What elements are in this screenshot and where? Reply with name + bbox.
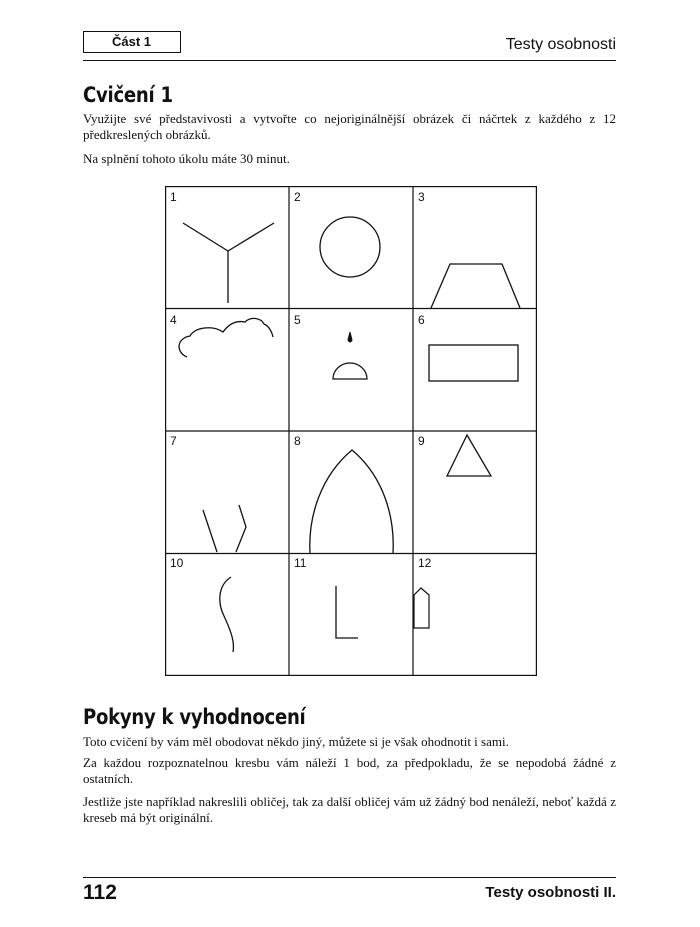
l-shape-figure (336, 586, 358, 638)
cell-number: 6 (418, 313, 425, 327)
cell-number: 9 (418, 434, 425, 448)
cell-number: 5 (294, 313, 301, 327)
exercise-title: Cvičení 1 (83, 83, 173, 107)
cloud-curve-figure (179, 318, 273, 357)
diagonal-strokes-figure (203, 505, 246, 552)
header-divider (83, 60, 616, 61)
semicircle-figure (333, 363, 367, 379)
grid-cell-8 (294, 434, 393, 553)
small-house-figure (414, 588, 429, 628)
s-curve-figure (220, 577, 234, 652)
evaluation-paragraph-2: Za každou rozpoznatelnou kresbu vám náleží 1 bod, za předpokladu, že se nepodobá žádné z ostatních. (83, 755, 616, 786)
trapezoid-figure (431, 264, 520, 308)
grid-cell-10 (170, 556, 233, 652)
page-number: 112 (83, 881, 117, 904)
grid-cell-12 (414, 556, 432, 628)
triangle-figure (447, 435, 491, 476)
grid-cell-2 (294, 190, 380, 277)
grid-cell-5 (294, 313, 367, 379)
header-title: Testy osobnosti (505, 36, 616, 53)
grid-cell-3 (418, 190, 520, 308)
cell-number: 10 (170, 556, 184, 570)
cell-number: 1 (170, 190, 177, 204)
cell-number: 3 (418, 190, 425, 204)
exercise-instructions: Využijte své představivosti a vytvořte co nejoriginálnější obrázek či náčrtek z každého z 12 předkreslených obrázků. (83, 111, 616, 142)
cell-number: 7 (170, 434, 177, 448)
grid-cell-6 (418, 313, 518, 381)
grid-cell-9 (418, 434, 491, 476)
grid-cell-4 (170, 313, 273, 357)
figure-grid (165, 186, 537, 676)
evaluation-paragraph-1: Toto cvičení by vám měl obodovat někdo jiný, můžete si je však ohodnotit i sami. (83, 734, 509, 749)
cell-number: 2 (294, 190, 301, 204)
cell-number: 8 (294, 434, 301, 448)
exercise-time-limit: Na splnění tohoto úkolu máte 30 minut. (83, 151, 290, 166)
evaluation-paragraph-3: Jestliže jste například nakreslili obličej, tak za další obličej vám už žádný bod nenáleží, neboť každá z kreseb má být originální. (83, 794, 616, 825)
footer-divider (83, 877, 616, 878)
footer-book-title: Testy osobnosti II. (485, 884, 616, 901)
part-label: Část 1 (83, 31, 181, 53)
cell-number: 11 (294, 556, 307, 570)
grid-cell-11 (294, 556, 358, 638)
grid-cell-1 (170, 190, 274, 303)
grid-cell-7 (170, 434, 246, 552)
cell-number: 12 (418, 556, 432, 570)
y-branch-figure (183, 223, 274, 303)
cell-number: 4 (170, 313, 177, 327)
circle-figure (320, 217, 380, 277)
pointed-arch-figure (310, 450, 393, 553)
evaluation-title: Pokyny k vyhodnocení (83, 705, 306, 729)
rectangle-figure (429, 345, 518, 381)
drop-figure (348, 332, 352, 342)
